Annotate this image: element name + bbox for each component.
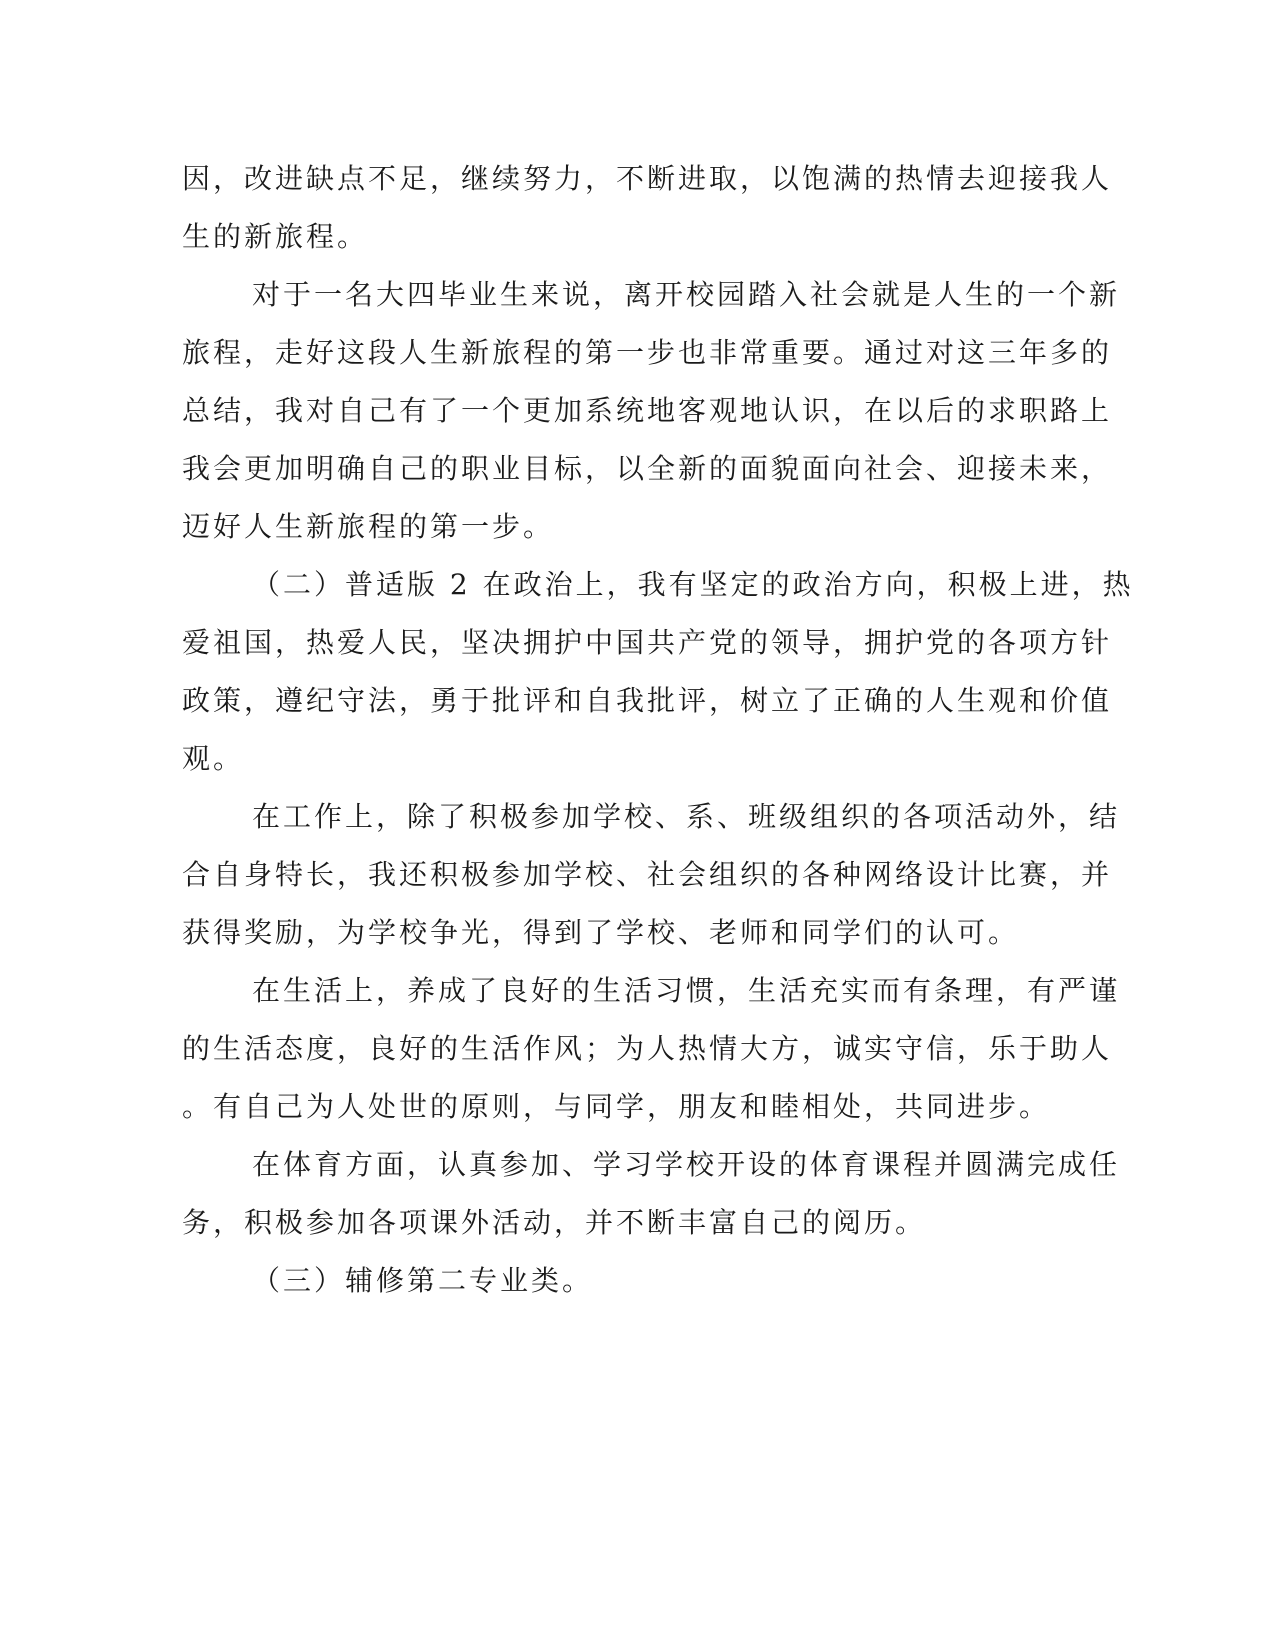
paragraph-4: [182, 788, 1121, 962]
paragraph-line: 在体育方面，认真参加、学习学校开设的体育课程并圆满完成任: [252, 1148, 1121, 1181]
paragraph-6: [182, 1136, 1121, 1252]
document-body: [182, 150, 1134, 1310]
paragraph-line: 生的新旅程。: [182, 220, 369, 253]
section-heading: （三）辅修第二专业类。: [252, 1264, 594, 1297]
paragraph-line: 对于一名大四毕业生来说，离开校园踏入社会就是人生的一个新: [252, 278, 1121, 311]
paragraph-line: 在生活上，养成了良好的生活习惯，生活充实而有条理，有严谨: [252, 974, 1121, 1007]
paragraph-line: 旅程，走好这段人生新旅程的第一步也非常重要。通过对这三年多的: [182, 336, 1113, 369]
paragraph-line: 观。: [182, 742, 245, 775]
paragraph-line: 在工作上，除了积极参加学校、系、班级组织的各项活动外，结: [252, 800, 1121, 833]
paragraph-line: 我会更加明确自己的职业目标，以全新的面貌面向社会、迎接未来，: [182, 452, 1113, 485]
paragraph-line: 务，积极参加各项课外活动，并不断丰富自己的阅历。: [182, 1206, 927, 1239]
paragraph-line: 政策，遵纪守法，勇于批评和自我批评，树立了正确的人生观和价值: [182, 684, 1113, 717]
paragraph-line: 。有自己为人处世的原则，与同学，朋友和睦相处，共同进步。: [182, 1090, 1051, 1123]
paragraph-2: [182, 266, 1121, 556]
paragraph-line: 的生活态度，良好的生活作风；为人热情大方，诚实守信，乐于助人: [182, 1032, 1113, 1065]
paragraph-line: 爱祖国，热爱人民，坚决拥护中国共产党的领导，拥护党的各项方针: [182, 626, 1113, 659]
paragraph-line: 总结，我对自己有了一个更加系统地客观地认识，在以后的求职路上: [182, 394, 1113, 427]
paragraph-1: [182, 150, 1113, 266]
paragraph-line: 合自身特长，我还积极参加学校、社会组织的各种网络设计比赛，并: [182, 858, 1113, 891]
paragraph-5: [182, 962, 1121, 1136]
paragraph-line: 获得奖励，为学校争光，得到了学校、老师和同学们的认可。: [182, 916, 1020, 949]
paragraph-line: 因，改进缺点不足，继续努力，不断进取，以饱满的热情去迎接我人: [182, 162, 1113, 195]
paragraph-3: [182, 556, 1134, 788]
paragraph-7: [182, 1252, 1052, 1310]
paragraph-line: （二）普适版 2 在政治上，我有坚定的政治方向，积极上进，热: [252, 568, 1134, 601]
paragraph-line: 迈好人生新旅程的第一步。: [182, 510, 555, 543]
